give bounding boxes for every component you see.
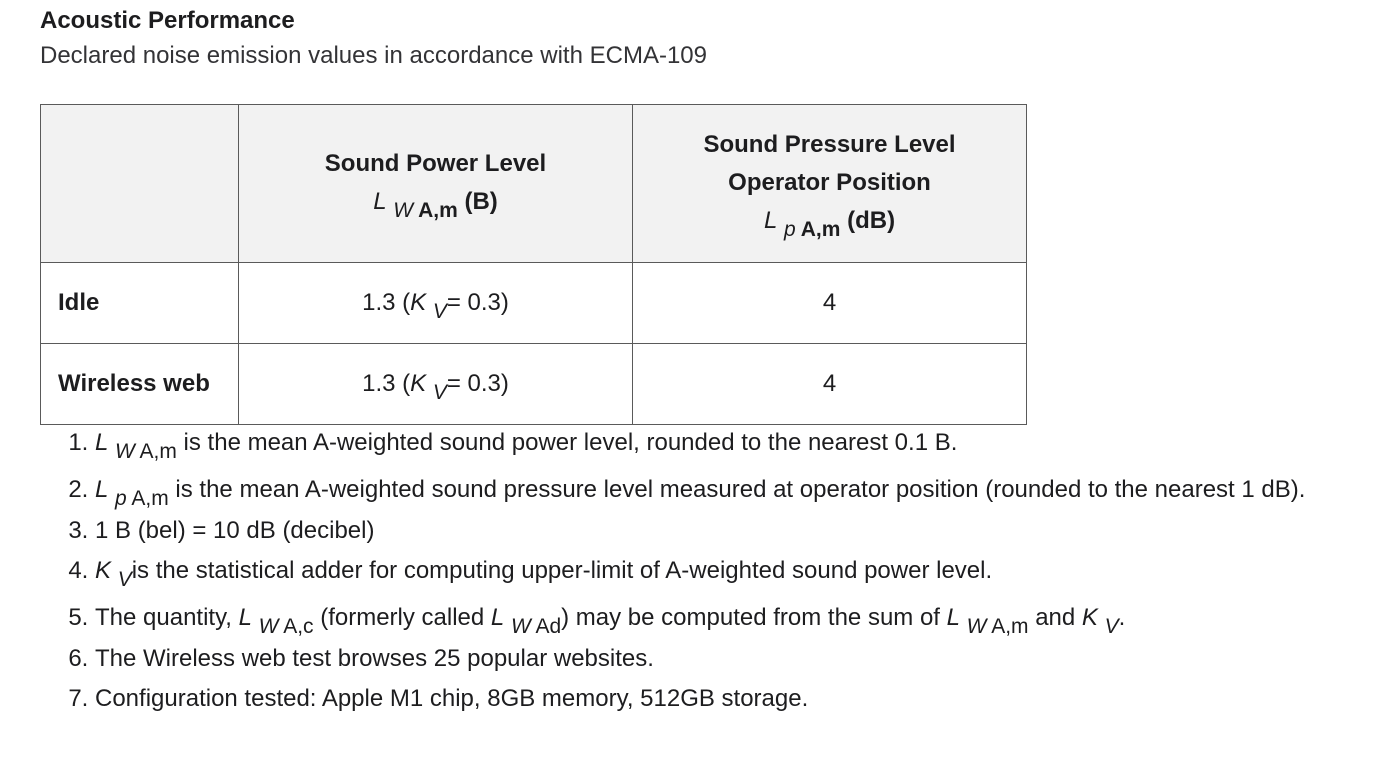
table-row (41, 344, 1027, 425)
acoustic-table (40, 104, 1027, 425)
wireless-sound-pressure-value: 4 (633, 344, 1027, 425)
table-header-row (41, 105, 1027, 263)
footnote-2: 2. L p A,m is the mean A-weighted sound pressure level measured at operator position (rounded to the nearest 1 dB). (95, 470, 1374, 511)
footnotes-list (40, 423, 1374, 719)
table-row (41, 263, 1027, 344)
header-empty-cell (41, 105, 239, 263)
header-sound-power-symbol: L W A,m (B) (373, 188, 498, 222)
row-label-idle: Idle (41, 263, 239, 344)
header-sound-pressure-symbol: L p A,m (dB) (763, 207, 896, 241)
header-sound-power-title: Sound Power Level (324, 150, 547, 177)
header-sound-pressure-title: Sound Pressure Level (703, 131, 956, 158)
footnote-4: 4. K Vis the statistical adder for computing upper-limit of A-weighted sound power level. (95, 551, 1374, 592)
wireless-sound-power-value: 1.3 (K V= 0.3) (239, 344, 633, 425)
idle-sound-power-value: 1.3 (K V= 0.3) (239, 263, 633, 344)
header-operator-position: Operator Position (728, 169, 931, 196)
footnote-5: 5. The quantity, L W A,c (formerly called L W Ad) may be computed from the sum of L W A,m and K V. (95, 598, 1374, 639)
section-title: Acoustic Performance (40, 7, 295, 34)
header-sound-pressure (633, 105, 1027, 263)
footnote-7: 7. Configuration tested: Apple M1 chip, 8GB memory, 512GB storage. (95, 679, 1374, 719)
footnote-1: 1. L W A,m is the mean A-weighted sound power level, rounded to the nearest 0.1 B. (95, 423, 1374, 464)
footnote-3: 3. 1 B (bel) = 10 dB (decibel) (95, 511, 1374, 551)
section-subtitle: Declared noise emission values in accordance with ECMA-109 (40, 42, 707, 69)
idle-sound-pressure-value: 4 (633, 263, 1027, 344)
header-sound-power (239, 105, 633, 263)
footnote-6: 6. The Wireless web test browses 25 popular websites. (95, 639, 1374, 679)
row-label-wireless-web: Wireless web (41, 344, 239, 425)
